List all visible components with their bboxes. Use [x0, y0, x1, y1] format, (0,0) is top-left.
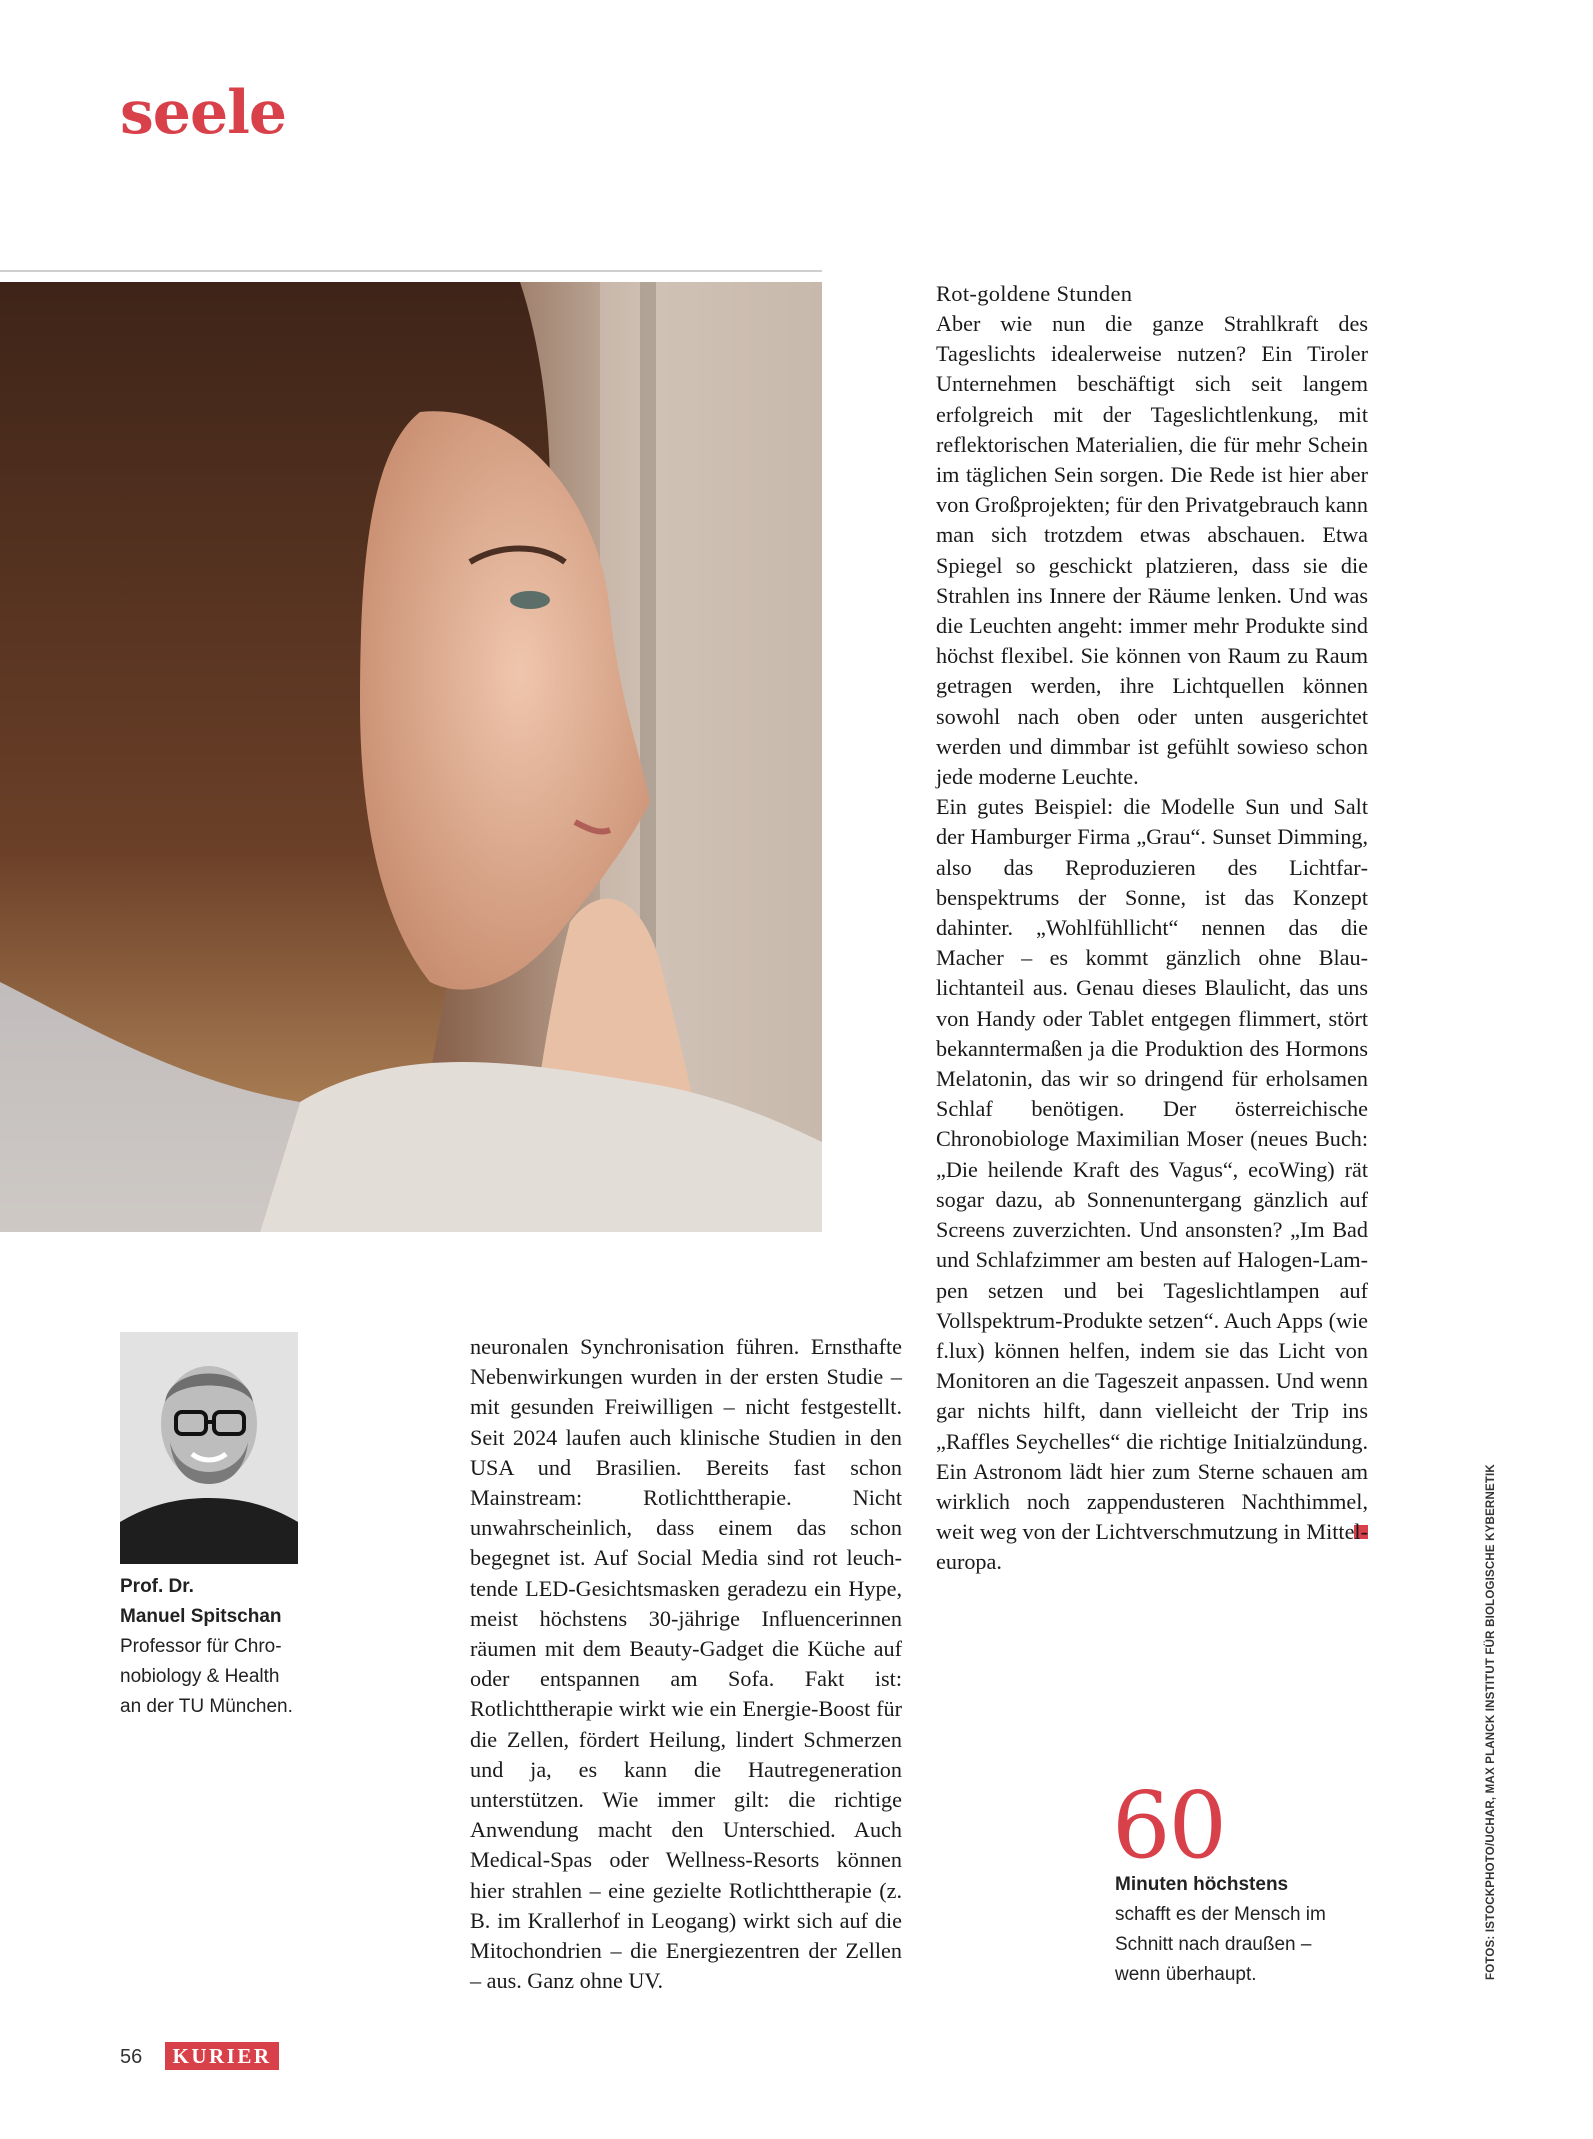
article-paragraph: [936, 792, 1368, 1577]
article-paragraph: Aber wie nun die ganze Strahlkraft des Tageslichts idealerweise nutzen? Ein Tiroler Unternehmen beschäftigt sich seit langem erfolgreich mit der Tageslichtlenkung, mit reflektorischen Materialien, die für mehr Schein im täglichen Sein sorgen. Die Rede ist hier aber von Großprojekten; für den Privatgebrauch kann man sich trotzdem etwas abschauen. Etwa Spiegel so geschickt platzieren, dass sie die Strahlen ins Innere der Räume lenken. Und was die Leuchten angeht: immer mehr Produkte sind höchst flexibel. Sie können von Raum zu Raum getragen werden, ihre Lichtquellen können sowohl nach oben oder unten ausgerichtet werden und dimmbar ist gefühlt sowieso schon jede moderne Leuchte.: [936, 311, 1368, 790]
expert-name-line1: Prof. Dr.: [120, 1576, 194, 1597]
stat-line: schafft es der Mensch im: [1115, 1904, 1326, 1925]
photo-credit: FOTOS: ISTOCKPHOTO/UCHAR, MAX PLANCK INSTITUT FÜR BIOLOGISCHE KYBERNETIK: [1485, 1464, 1497, 1980]
stat-label: Minuten höchstens: [1115, 1874, 1289, 1895]
article-subhead: Rot-goldene Stunden: [936, 281, 1133, 306]
stat-number: 60: [1112, 1772, 1226, 1879]
article-column-middle: [470, 1332, 902, 1996]
expert-role-line3: an der TU München.: [120, 1696, 293, 1717]
page-number: 56: [120, 2046, 143, 2068]
expert-caption: [120, 1572, 320, 1722]
stat-description: [1115, 1870, 1355, 1990]
article-column-right: [936, 279, 1368, 1578]
stat-line: Schnitt nach draußen –: [1115, 1934, 1312, 1955]
kurier-logo: KURIER: [165, 2042, 279, 2070]
section-title: seele: [120, 78, 287, 148]
expert-portrait: [120, 1332, 298, 1564]
hero-photo: [0, 282, 822, 1232]
divider: [0, 270, 822, 272]
expert-role-line2: nobiology & Health: [120, 1666, 280, 1687]
expert-role-line1: Professor für Chro-: [120, 1636, 282, 1657]
expert-name-line2: Manuel Spitschan: [120, 1606, 282, 1627]
article-paragraph: neuronalen Synchronisation führen. Ernsthafte Nebenwirkungen wurden in der ersten Studie – mit gesunden Freiwilligen – nicht festgestellt. Seit 2024 laufen auch klinische Studien in den USA und Brasilien. Bereits fast schon Mainstream: Rotlichttherapie. Nicht unwahrscheinlich, dass einem das schon begegnet ist. Auf Social Media sind rot leuchtende LED-Gesichtsmasken geradezu ein Hype, meist höchstens 30-jährige Influencerinnen räumen mit dem Beauty-Gadget die Küche auf oder entspannen am Sofa. Fakt ist: Rotlichttherapie wirkt wie ein Energie-Boost für die Zellen, fördert Heilung, lindert Schmerzen und ja, es kann die Hautregeneration unterstützen. Wie immer gilt: die richtige Anwendung macht den Unterschied. Auch Medical-Spas oder Wellness-Resorts können hier strahlen – eine gezielte Rotlichttherapie (z. B. im Krallerhof in Leogang) wirkt sich auf die Mitochondrien – die Energiezentren der Zellen – aus. Ganz ohne UV.: [470, 1334, 902, 1994]
stat-line: wenn überhaupt.: [1115, 1964, 1257, 1985]
article-paragraph-text: Ein gutes Beispiel: die Modelle Sun und Salt der Hamburger Firma „Grau“. Sunset Dimming, also das Reproduzieren des Lichtfarbenspektrums der Sonne, ist das Konzept dahinter. „Wohlfühllicht“ nennen das die Macher – es kommt gänzlich ohne Blaulichtanteil aus. Genau dieses Blaulicht, das uns von Handy oder Tablet entgegen flimmert, stört bekanntermaßen ja die Produktion des Hormons Melatonin, das wir so dringend für erholsamen Schlaf benötigen. Der österreichische Chronobiologe Maximilian Moser (neues Buch: „Die heilende Kraft des Vagus“, ecoWing) rät sogar dazu, ab Sonnenuntergang gänzlich auf Screens zuverzichten. Und ansonsten? „Im Bad und Schlafzimmer am besten auf Halogen-Lampen setzen und bei Tageslichtlampen auf Vollspektrum-Produkte setzen“. Auch Apps (wie f.lux) können helfen, indem sie das Licht von Monitoren an die Tageszeit anpassen. Und wenn gar nichts hilft, dann vielleicht der Trip ins „Raffles Seychelles“ die richtige Initialzündung. Ein Astronom lädt hier zum Sterne schauen am wirklich noch zappendusteren Nachthimmel, weit weg von der Lichtverschmutzung in Mitteleuropa.: [936, 794, 1368, 1575]
